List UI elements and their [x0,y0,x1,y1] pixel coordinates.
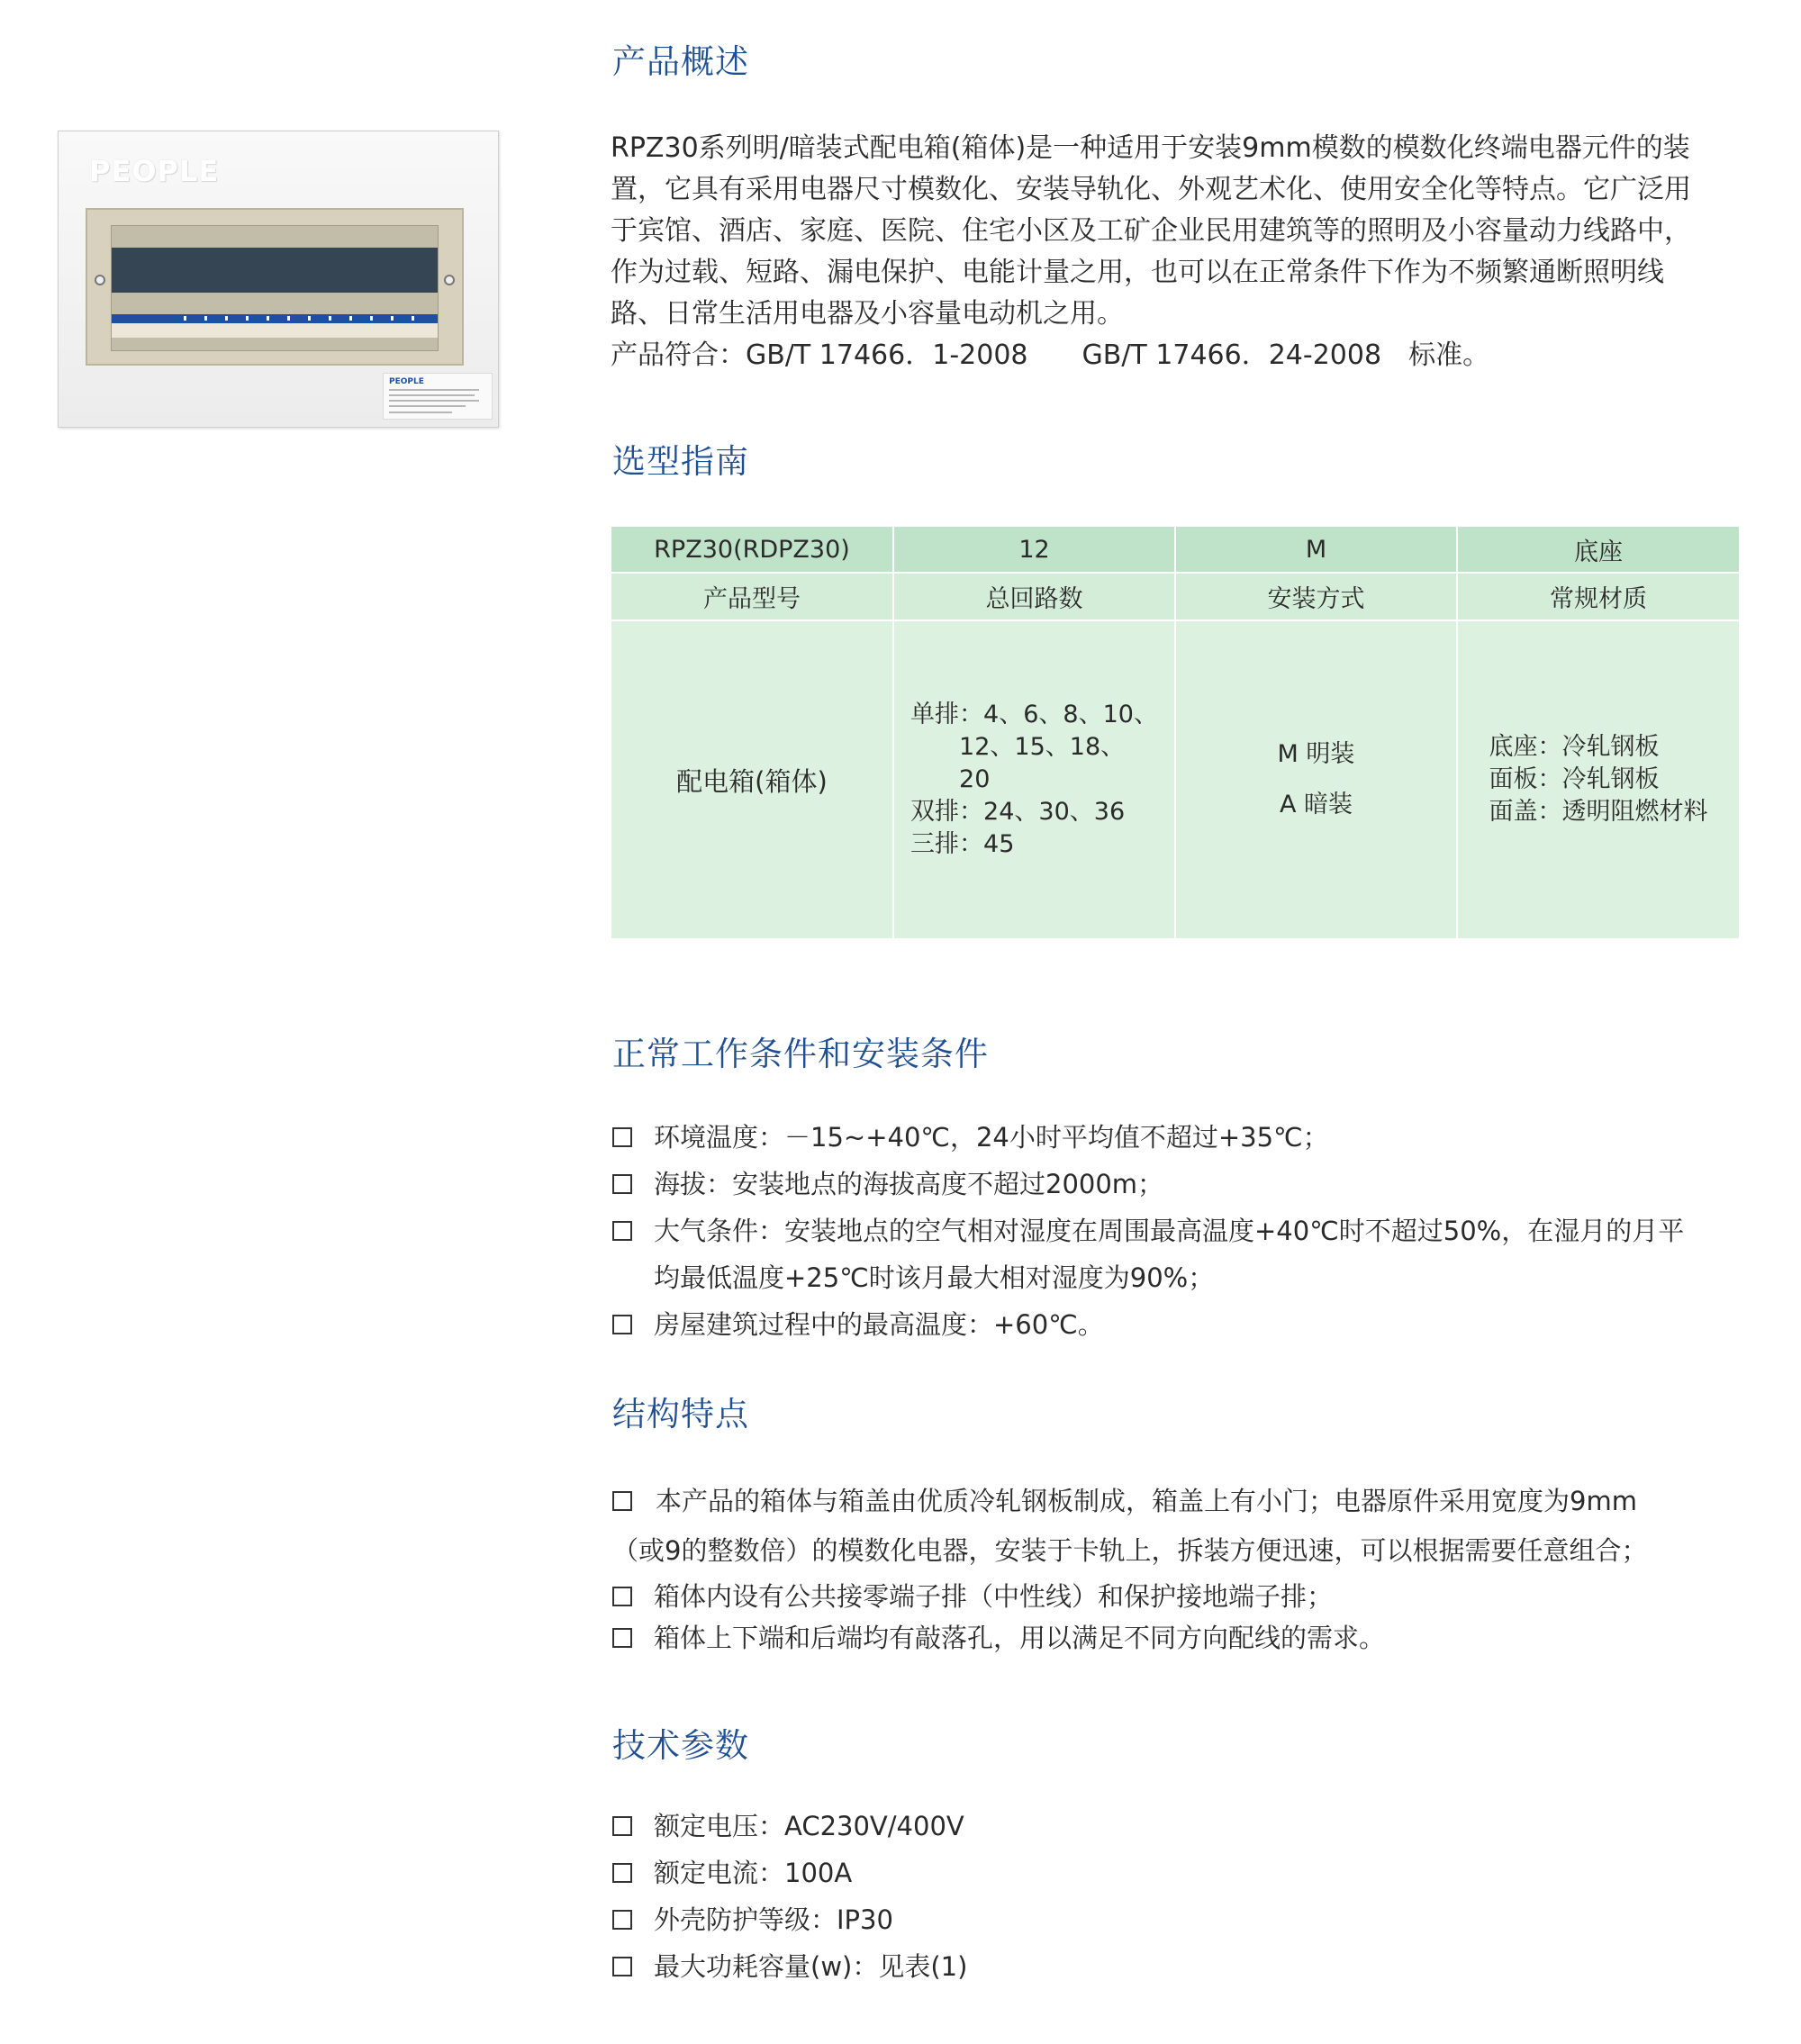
circuit-line: 双排：24、30、36 [910,798,1126,826]
label-strip [112,314,438,323]
table-cell: 常规材质 [1457,573,1739,620]
breaker-slots [112,323,438,338]
list-item: 额定电流：100A [612,1850,1751,1896]
checkbox-icon [612,1127,632,1147]
material-list [1489,731,1708,828]
table-row [611,620,1739,939]
conditions-list [612,1114,1751,1348]
circuit-line: 三排：45 [910,830,1015,858]
screw-right [444,275,455,285]
overview-line: 路、日常生活用电器及小容量电动机之用。 [611,298,1124,330]
circuit-line: 20 [910,765,991,793]
list-item: 最大功耗容量(w)：见表(1) [612,1943,1751,1990]
technical-list [612,1803,1751,1990]
overview-line: 于宾馆、酒店、家庭、医院、住宅小区及工矿企业民用建筑等的照明及小容量动力线路中， [611,215,1691,247]
list-item: 本产品的箱体与箱盖由优质冷轧钢板制成，箱盖上有小门；电器原件采用宽度为9mm [612,1477,1751,1526]
overview-line: 产品符合：GB/T 17466．1-2008 GB/T 17466．24-2008 标准。 [611,339,1490,371]
rating-label [383,373,493,420]
table-cell: 总回路数 [893,573,1175,620]
table-row [611,573,1739,620]
table-cell: 底座 [1457,527,1739,573]
din-rail [112,248,438,293]
overview-line: 作为过载、短路、漏电保护、电能计量之用，也可以在正常条件下作为不频繁通断照明线 [611,257,1664,288]
checkbox-icon [612,1491,632,1511]
list-item: 额定电压：AC230V/400V [612,1803,1751,1850]
list-item: 大气条件：安装地点的空气相对湿度在周围最高温度+40℃时不超过50%，在湿月的月平 [612,1207,1751,1254]
checkbox-icon [612,1174,632,1194]
table-cell: RPZ30(RDPZ30) [611,527,893,573]
panel-frame [86,208,464,366]
table-row [611,527,1739,573]
list-item: 箱体内设有公共接零端子排（中性线）和保护接地端子排； [612,1576,1751,1617]
checkbox-icon [612,1628,632,1648]
table-cell: 安装方式 [1175,573,1457,620]
overview-line: 置，它具有采用电器尺寸模数化、安装导轨化、外观艺术化、使用安全化等特点。它广泛用 [611,174,1691,205]
section-title-conditions: 正常工作条件和安装条件 [612,1035,989,1073]
checkbox-icon [612,1957,632,1976]
label-brand: PEOPLE [389,377,424,386]
install-method: M 明装 [1277,740,1355,768]
list-item: 箱体上下端和后端均有敲落孔，用以满足不同方向配线的需求。 [612,1617,1751,1659]
section-title-technical: 技术参数 [612,1726,749,1765]
table-cell [893,620,1175,939]
product-image [58,131,499,428]
list-item: 外壳防护等级：IP30 [612,1896,1751,1943]
screw-left [95,275,105,285]
table-cell [1457,620,1739,939]
selection-table [611,527,1739,940]
material-line: 面板：冷轧钢板 [1489,765,1660,793]
install-method: A 暗装 [1279,791,1353,819]
list-item: 海拔：安装地点的海拔高度不超过2000m； [612,1161,1751,1207]
checkbox-icon [612,1816,632,1836]
checkbox-icon [612,1315,632,1334]
table-cell [1175,620,1457,939]
circuit-count-list [910,699,1158,861]
list-item: 房屋建筑过程中的最高温度：+60℃。 [612,1301,1751,1348]
material-line: 底座：冷轧钢板 [1489,733,1660,761]
circuit-line: 单排：4、6、8、10、 [910,701,1158,728]
list-item: 环境温度：－15~+40℃，24小时平均值不超过+35℃； [612,1114,1751,1161]
overview-line: RPZ30系列明/暗装式配电箱(箱体)是一种适用于安装9mm模数的模数化终端电器元件的装 [611,132,1690,164]
table-cell: 12 [893,527,1175,573]
install-method-list [1176,729,1456,830]
product-logo: PEOPLE [89,154,220,188]
table-cell: 配电箱(箱体) [611,620,893,939]
overview-text [611,128,1750,376]
material-line: 面盖：透明阻燃材料 [1489,798,1708,826]
checkbox-icon [612,1221,632,1241]
checkbox-icon [612,1910,632,1930]
list-item: （或9的整数倍）的模数化电器，安装于卡轨上，拆装方便迅速，可以根据需要任意组合； [612,1535,1648,1566]
list-item: 均最低温度+25℃时该月最大相对湿度为90%； [654,1262,1215,1293]
checkbox-icon [612,1587,632,1606]
table-cell: M [1175,527,1457,573]
section-title-selection: 选型指南 [612,442,749,481]
structure-list [612,1477,1751,1659]
section-title-overview: 产品概述 [612,42,749,81]
checkbox-icon [612,1863,632,1883]
circuit-line: 12、15、18、 [910,733,1126,761]
section-title-structure: 结构特点 [612,1395,749,1434]
table-cell: 产品型号 [611,573,893,620]
panel-window [111,225,439,351]
